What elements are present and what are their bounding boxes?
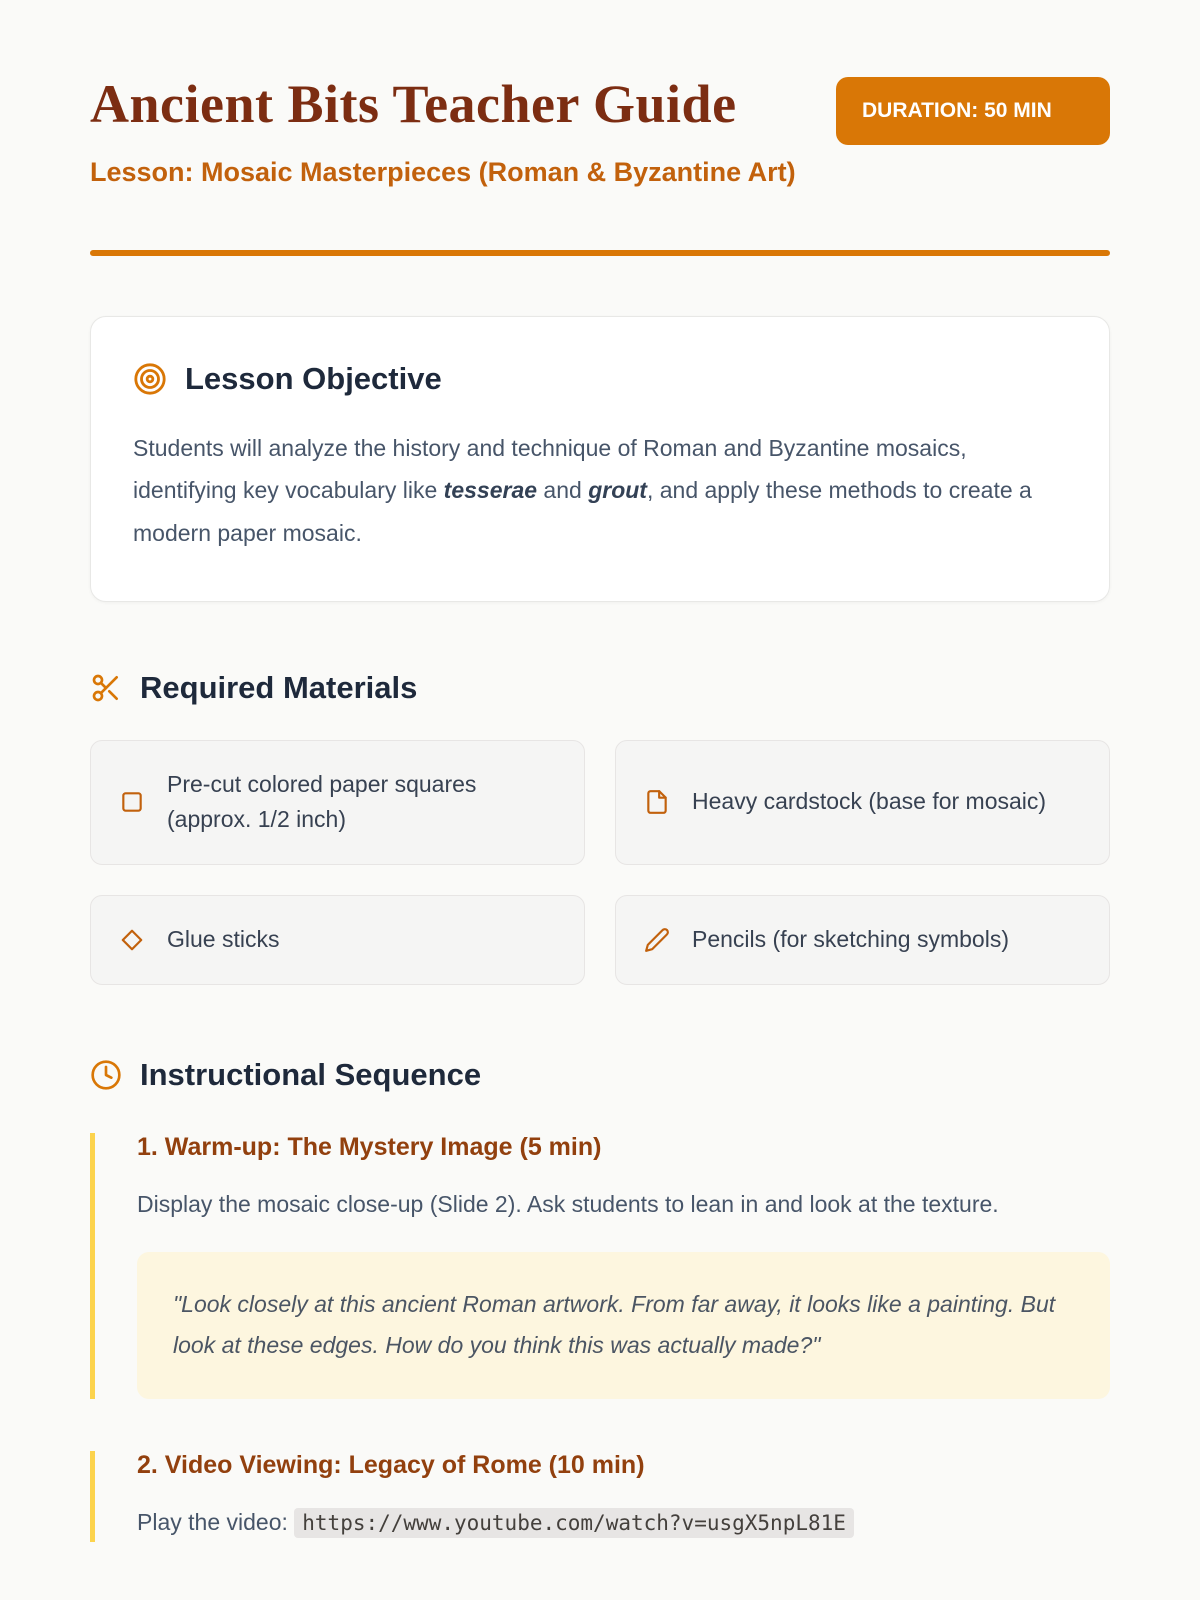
header-divider bbox=[90, 250, 1110, 256]
title-block bbox=[90, 75, 808, 195]
objective-text-mid: and bbox=[537, 477, 589, 504]
material-item bbox=[615, 895, 1110, 985]
vocab-term-tesserae: tesserae bbox=[443, 477, 538, 504]
header bbox=[90, 75, 1110, 195]
step-body-prefix: Play the video: bbox=[137, 1508, 295, 1535]
step-2 bbox=[90, 1451, 1110, 1542]
material-label: Pencils (for sketching symbols) bbox=[692, 925, 1009, 952]
sequence-heading: Instructional Sequence bbox=[140, 1056, 482, 1092]
step-title: 2. Video Viewing: Legacy of Rome (10 min) bbox=[137, 1450, 645, 1479]
material-item bbox=[90, 740, 585, 865]
step-title: 1. Warm-up: The Mystery Image (5 min) bbox=[137, 1132, 602, 1161]
clock-icon bbox=[90, 1059, 122, 1091]
page-title: Ancient Bits Teacher Guide bbox=[90, 74, 737, 134]
duration-badge: DURATION: 50 MIN bbox=[836, 77, 1110, 145]
vocab-term-grout: grout bbox=[588, 477, 647, 504]
material-label: Heavy cardstock (base for mosaic) bbox=[692, 788, 1047, 815]
teacher-script-quote: "Look closely at this ancient Roman artwork. From far away, it looks like a painting. But look at these edges. How do you think this was actually made?" bbox=[137, 1252, 1110, 1399]
pencil-icon bbox=[644, 927, 670, 953]
materials-heading: Required Materials bbox=[140, 669, 418, 705]
sequence-section bbox=[90, 1057, 1110, 1542]
glue-icon bbox=[119, 927, 145, 953]
objective-text-after: , and apply these methods to create a modern paper mosaic. bbox=[133, 477, 1032, 547]
file-icon bbox=[644, 789, 670, 815]
material-label: Glue sticks bbox=[167, 925, 280, 952]
target-icon bbox=[133, 362, 167, 396]
square-icon bbox=[119, 789, 145, 815]
objective-text-before: Students will analyze the history and technique of Roman and Byzantine mosaics, identifying key vocabulary like bbox=[133, 434, 967, 504]
sequence-heading-row bbox=[90, 1057, 1110, 1093]
step-body: Display the mosaic close-up (Slide 2). Ask students to lean in and look at the texture. bbox=[137, 1190, 999, 1217]
lesson-subtitle: Lesson: Mosaic Masterpieces (Roman & Byzantine Art) bbox=[90, 157, 796, 188]
teacher-guide-page bbox=[90, 0, 1110, 1542]
steps-list bbox=[90, 1133, 1110, 1542]
objective-text bbox=[133, 427, 1067, 555]
material-item bbox=[90, 895, 585, 985]
lesson-objective-card bbox=[90, 316, 1110, 602]
material-item bbox=[615, 740, 1110, 865]
step-1 bbox=[90, 1133, 1110, 1399]
materials-section bbox=[90, 670, 1110, 985]
material-label: Pre-cut colored paper squares (approx. 1/2 inch) bbox=[167, 770, 477, 833]
objective-heading: Lesson Objective bbox=[185, 360, 442, 396]
objective-heading-row bbox=[133, 361, 1067, 397]
materials-heading-row bbox=[90, 670, 1110, 706]
video-url-code: https://www.youtube.com/watch?v=usgX5npL81E bbox=[294, 1508, 854, 1538]
materials-grid bbox=[90, 740, 1110, 985]
step-body bbox=[137, 1502, 1110, 1542]
scissors-icon bbox=[90, 672, 122, 704]
